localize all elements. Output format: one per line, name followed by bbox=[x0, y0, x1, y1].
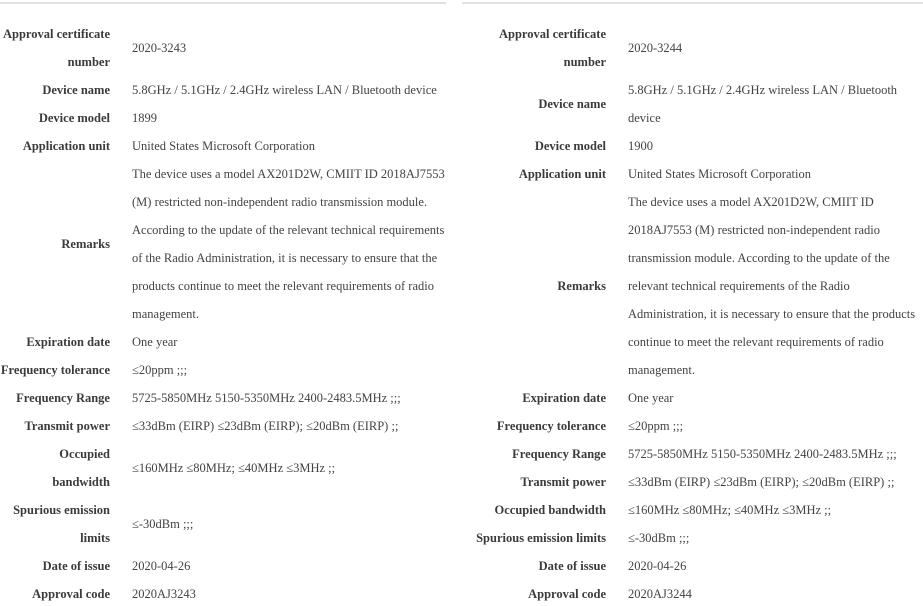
field-label: Frequency Range bbox=[16, 391, 110, 405]
field-label: Spurious emission limits bbox=[13, 503, 110, 545]
field-value: ≤160MHz ≤80MHz; ≤40MHz ≤3MHz ;; bbox=[132, 461, 336, 475]
field-value: ≤-30dBm ;;; bbox=[628, 531, 690, 545]
field-label: Frequency tolerance bbox=[496, 419, 606, 433]
field-value: ≤33dBm (EIRP) ≤23dBm (EIRP); ≤20dBm (EIRP) ;; bbox=[628, 475, 895, 489]
table-row bbox=[462, 468, 923, 496]
table-row bbox=[462, 20, 923, 76]
field-label: Application unit bbox=[22, 139, 110, 153]
field-label: Transmit power bbox=[520, 475, 606, 489]
approval-certificate-table-right bbox=[462, 2, 923, 606]
field-value: 2020-3243 bbox=[132, 41, 187, 55]
field-label: Date of issue bbox=[42, 559, 110, 573]
field-value: ≤20ppm ;;; bbox=[132, 363, 188, 377]
field-value: The device uses a model AX201D2W, CMIIT ID 2018AJ7553 (M) restricted non-independent radio transmission module. According to the update of the relevant technical requirements of the Radio Administration, it is necessary to ensure that the products continue to meet the relevant requirements of radio management. bbox=[132, 167, 445, 321]
table-row bbox=[0, 356, 446, 384]
table-row bbox=[462, 580, 923, 606]
field-value: 5725-5850MHz 5150-5350MHz 2400-2483.5MHz ;;; bbox=[132, 391, 401, 405]
table-row bbox=[0, 552, 446, 580]
field-label: Device model bbox=[534, 139, 606, 153]
field-value: ≤160MHz ≤80MHz; ≤40MHz ≤3MHz ;; bbox=[628, 503, 832, 517]
field-value: United States Microsoft Corporation bbox=[132, 139, 315, 153]
table-row bbox=[0, 104, 446, 132]
field-value: 2020-3244 bbox=[628, 41, 683, 55]
table-row bbox=[0, 412, 446, 440]
table-row bbox=[462, 188, 923, 384]
field-value: 2020-04-26 bbox=[132, 559, 191, 573]
table-row bbox=[462, 384, 923, 412]
table-row bbox=[0, 580, 446, 606]
field-label: Expiration date bbox=[522, 391, 606, 405]
field-value: 1899 bbox=[132, 111, 157, 125]
field-label: Remarks bbox=[557, 279, 606, 293]
field-value: One year bbox=[132, 335, 178, 349]
table-row bbox=[462, 524, 923, 552]
table-row bbox=[0, 328, 446, 356]
field-label: Occupied bandwidth bbox=[494, 503, 606, 517]
field-value: 5.8GHz / 5.1GHz / 2.4GHz wireless LAN / Bluetooth device bbox=[132, 83, 437, 97]
field-label: Approval certificate number bbox=[2, 27, 110, 69]
table-row bbox=[0, 440, 446, 496]
field-label: Frequency tolerance bbox=[0, 363, 110, 377]
table-row bbox=[0, 132, 446, 160]
field-value: 5725-5850MHz 5150-5350MHz 2400-2483.5MHz ;;; bbox=[628, 447, 897, 461]
field-value: 2020AJ3243 bbox=[132, 587, 196, 601]
field-label: Device name bbox=[538, 97, 606, 111]
field-label: Approval code bbox=[32, 587, 110, 601]
table-row bbox=[462, 76, 923, 132]
field-value: 2020AJ3244 bbox=[628, 587, 692, 601]
field-value: 2020-04-26 bbox=[628, 559, 687, 573]
field-label: Spurious emission limits bbox=[476, 531, 606, 545]
table-row bbox=[462, 132, 923, 160]
field-label: Remarks bbox=[61, 237, 110, 251]
field-value: ≤33dBm (EIRP) ≤23dBm (EIRP); ≤20dBm (EIRP) ;; bbox=[132, 419, 399, 433]
field-value: 5.8GHz / 5.1GHz / 2.4GHz wireless LAN / Bluetooth device bbox=[628, 83, 898, 125]
field-label: Expiration date bbox=[26, 335, 110, 349]
table-row bbox=[462, 440, 923, 468]
field-value: 1900 bbox=[628, 139, 653, 153]
field-value: ≤-30dBm ;;; bbox=[132, 517, 194, 531]
table-row bbox=[0, 20, 446, 76]
field-value: ≤20ppm ;;; bbox=[628, 419, 684, 433]
certificates-container bbox=[0, 2, 923, 606]
field-label: Approval code bbox=[528, 587, 606, 601]
table-row bbox=[0, 160, 446, 328]
field-label: Transmit power bbox=[24, 419, 110, 433]
table-row bbox=[462, 412, 923, 440]
table-row bbox=[462, 160, 923, 188]
field-label: Device name bbox=[42, 83, 110, 97]
field-label: Approval certificate number bbox=[498, 27, 606, 69]
field-value: The device uses a model AX201D2W, CMIIT ID 2018AJ7553 (M) restricted non-independent radio transmission module. According to the update of the relevant technical requirements of the Radio Administration, it is necessary to ensure that the products continue to meet the relevant requirements of radio management. bbox=[628, 195, 916, 377]
field-label: Frequency Range bbox=[512, 447, 606, 461]
approval-certificate-table-left bbox=[0, 2, 446, 606]
table-row bbox=[0, 496, 446, 552]
field-label: Date of issue bbox=[538, 559, 606, 573]
table-row bbox=[462, 496, 923, 524]
table-row bbox=[462, 552, 923, 580]
field-label: Application unit bbox=[518, 167, 606, 181]
field-label: Occupied bandwidth bbox=[52, 447, 110, 489]
table-row bbox=[0, 76, 446, 104]
field-label: Device model bbox=[38, 111, 110, 125]
field-value: One year bbox=[628, 391, 674, 405]
field-value: United States Microsoft Corporation bbox=[628, 167, 811, 181]
table-row bbox=[0, 384, 446, 412]
